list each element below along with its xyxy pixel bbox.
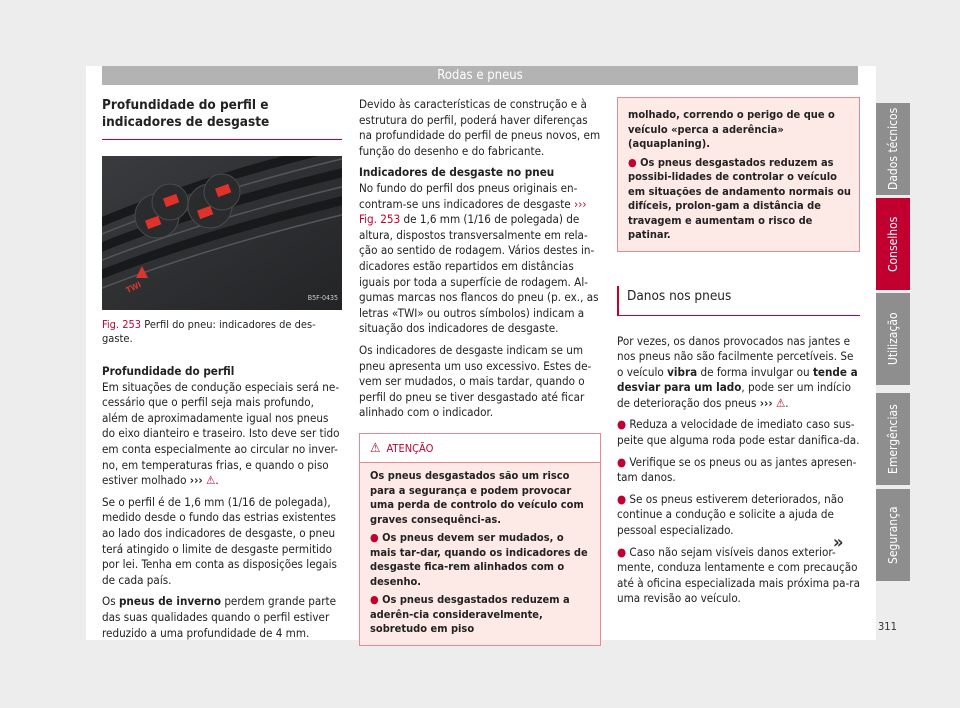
figure-code: B5F-0435 <box>307 294 338 303</box>
paragraph: Se o perfil é de 1,6 mm (1/16 de polegada), medido desde o fundo das estrias existentes ao lado dos indicadores de desgaste, o pneu terá atingido o limite de desgaste permitido por lei. Tenha em conta as disposições legais de cada país. <box>102 494 337 587</box>
bullet-icon: ● <box>617 491 627 506</box>
warning-item-text: Os pneus desgastados reduzem as possibi-lidades de controlar o veículo em situações de andamento normais ou difíceis, prolon-gam a distância de travagem e aumentam o risco de patinar. <box>628 155 851 241</box>
bullet-icon: ● <box>617 454 627 469</box>
paragraph-text: de forma invulgar ou <box>700 364 810 379</box>
section-title-tire-damage: Danos nos pneus <box>617 286 860 316</box>
warning-triangle-icon: ⚠ <box>370 440 381 456</box>
warning-header <box>360 434 600 464</box>
subhead-wear-indicators: Indicadores de desgaste no pneu <box>359 165 555 180</box>
warning-box <box>359 433 601 646</box>
warning-title: ATENÇÃO <box>386 441 434 455</box>
paragraph-text: Os <box>102 594 116 609</box>
figure-reference[interactable]: ››› Fig. 253 <box>359 196 587 227</box>
cross-reference[interactable]: ››› <box>189 473 203 488</box>
continued-marker: » <box>833 532 844 553</box>
paragraph: Por vezes, os danos provocados nas jantes e nos pneus não são facilmente percetíveis. Se o veículo vibra de forma invulgar ou tende a desviar para um lado, pode ser um indício de deterioração dos pneus ››› ⚠. <box>617 333 858 410</box>
emphasis-text: vibra <box>667 364 698 379</box>
list-item-text: Verifique se os pneus ou as jantes apresen-tam danos. <box>617 454 857 485</box>
paragraph-text: Por vezes, os danos provocados nas jantes e nos pneus não são facilmente percetíveis. Se o veículo <box>617 333 854 379</box>
list-item <box>617 417 860 448</box>
warning-item <box>370 531 592 589</box>
figure-label: Fig. 253 <box>102 318 142 331</box>
column-1 <box>102 97 342 647</box>
paragraph <box>359 181 601 337</box>
subhead-tread-depth: Profundidade do perfil <box>102 364 235 378</box>
bullet-icon: ● <box>370 531 379 545</box>
bullet-icon: ● <box>370 593 379 607</box>
paragraph-text: Em situações de condução especiais será ne-cessário que o perfil seja mais profundo, além de aproximadamente igual nos pneus do eixo dianteiro e traseiro. Isto deve ser tido em conta especialmente ao circular no inver-no, em temperaturas frias, e quando o piso estiver molhado <box>102 379 340 488</box>
paragraph <box>102 594 342 641</box>
emphasis-text: pneus de inverno <box>118 594 221 609</box>
figure-caption-text: Perfil do pneu: indicadores de des-gaste. <box>102 318 316 345</box>
tab-conselhos[interactable]: Conselhos <box>876 198 910 290</box>
warning-body <box>360 463 600 645</box>
warning-icon: ⚠ <box>775 395 786 410</box>
list-item-text: Caso não sejam visíveis danos exterior-mente, conduza lentamente e com precaução até à oficina especializada mais próxima pa-ra uma revisão ao veículo. <box>617 544 860 606</box>
paragraph-text: No fundo do perfil dos pneus originais en-contram-se uns indicadores de desgaste <box>359 180 578 211</box>
column-2 <box>359 97 601 646</box>
bullet-icon: ● <box>628 155 637 169</box>
warning-continued-text: molhado, correndo o perigo de que o veículo «perca a aderência» (aquaplaning). <box>628 108 835 150</box>
paragraph-text: perdem grande parte das suas qualidades quando o perfil estiver reduzido a uma profundidade de 4 mm. <box>102 594 337 640</box>
list-item-text: Se os pneus estiverem deteriorados, não continue a condução e solicite a ajuda de pessoal especializado. <box>617 491 844 538</box>
list-item-text: Reduza a velocidade de imediato caso sus-peite que alguma roda pode estar danifica-da. <box>617 417 860 448</box>
tread-wear-mark: TWI <box>124 280 143 295</box>
tab-dados-tecnicos[interactable]: Dados técnicos <box>876 103 910 195</box>
paragraph-text: de 1,6 mm (1/16 de polegada) de altura, dispostos transversalmente em rela-ção ao sentido de rodagem. Vários destes in-dicadores estão repartidos em distâncias iguais por toda a superfície de rodagem. Al-gumas marcas nos flancos do pneu (p. ex., as letras «TWI» ou outros símbolos) indicam a situação dos indicadores de desgaste. <box>359 212 599 336</box>
paragraph: Devido às características de construção e à estrutura do perfil, poderá haver diferenças na profundidade do perfil de pneus novos, em função do desenho e do fabricante. <box>359 97 601 158</box>
cross-reference[interactable]: ››› <box>759 395 773 410</box>
list-item <box>617 545 860 607</box>
paragraph-text: , pode ser um indício de deterioração dos pneus <box>617 380 851 410</box>
paragraph: Os indicadores de desgaste indicam se um pneu apresenta um uso excessivo. Estes de-vem ser mudados, o mais tardar, quando o perfil do pneu se tiver desgastado até ficar alinhado com o indicador. <box>359 342 592 420</box>
list-item <box>617 455 860 486</box>
tire-tread-figure <box>102 156 342 310</box>
warning-icon: ⚠ <box>206 473 216 488</box>
page-number: 311 <box>878 620 897 633</box>
column-3 <box>617 97 860 613</box>
tab-emergencias[interactable]: Emergências <box>876 393 910 485</box>
tab-utilizacao[interactable]: Utilização <box>876 293 910 385</box>
figure-caption <box>102 318 342 346</box>
list-item <box>617 492 860 539</box>
tab-seguranca[interactable]: Segurança <box>876 489 910 581</box>
warning-intro: Os pneus desgastados são um risco para a segurança e podem provocar uma perda de controlo do veículo com graves consequênci-as. <box>370 469 584 526</box>
emphasis-text: tende a desviar para um lado <box>617 364 858 395</box>
warning-item <box>370 593 592 637</box>
warning-item <box>628 156 851 243</box>
section-title-tread: Profundidade do perfil e indicadores de desgaste <box>102 97 342 140</box>
warning-item-text: Os pneus devem ser mudados, o mais tar-dar, quando os indicadores de desgaste fica-rem alinhados com o desenho. <box>370 531 588 588</box>
bullet-icon: ● <box>617 417 627 432</box>
chapter-header: Rodas e pneus <box>102 66 858 85</box>
bullet-icon: ● <box>617 544 627 559</box>
paragraph: Em situações de condução especiais será ne-cessário que o perfil seja mais profundo, além de aproximadamente igual nos pneus do eixo dianteiro e traseiro. Isto deve ser tido em conta especialmente ao circular no inver-no, em temperaturas frias, e quando o piso estiver molhado ››› ⚠. <box>102 379 340 488</box>
warning-item-text: Os pneus desgastados reduzem a aderên-cia consideravelmente, sobretudo em piso <box>370 593 570 636</box>
warning-box-continued <box>617 97 860 252</box>
